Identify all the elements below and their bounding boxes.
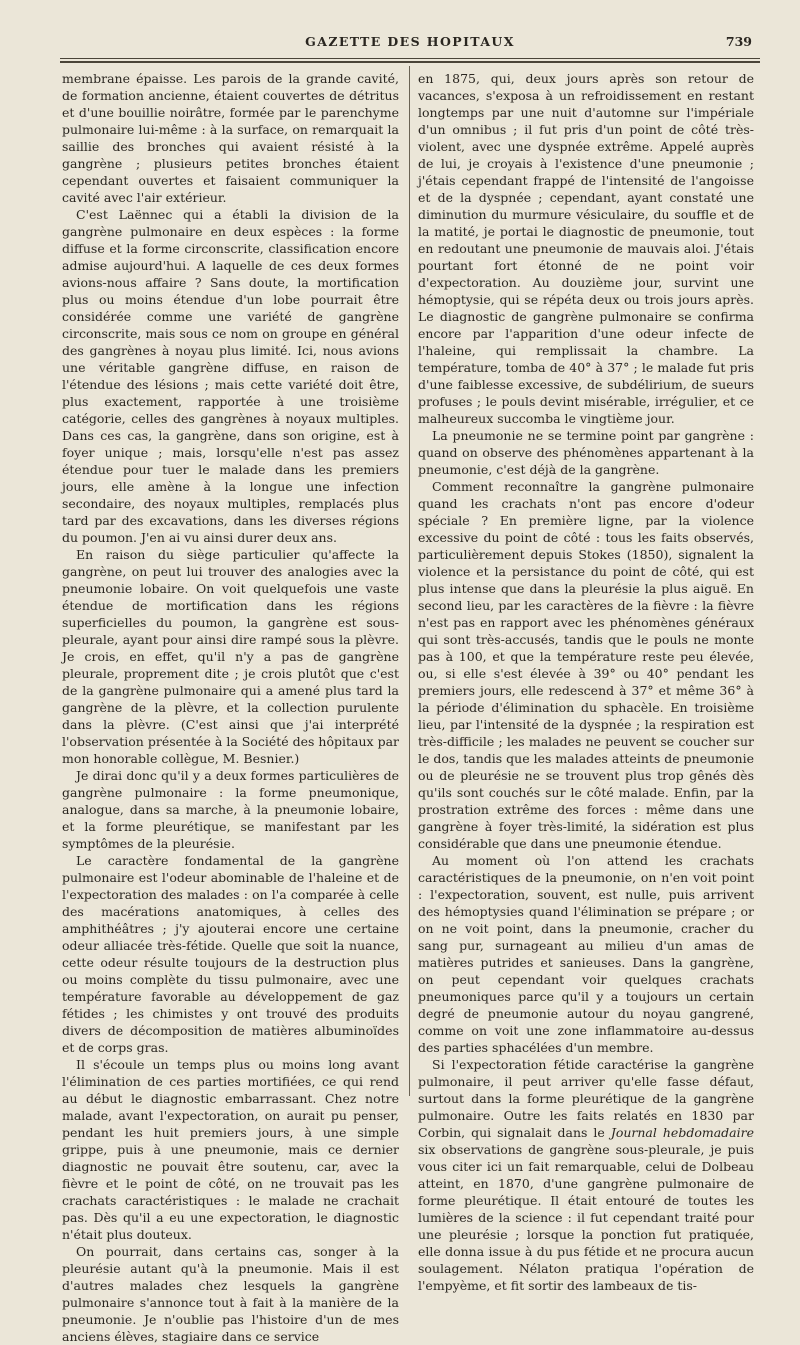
header-rule-thick (60, 61, 760, 63)
paragraph: La pneumonie ne se termine point par gangrène : quand on observe des phénomènes appartenant à la pneumonie, c'est déjà de la gangrène. (418, 428, 754, 477)
paragraph: En raison du siège particulier qu'affecte la gangrène, on peut lui trouver des analogies avec la pneumonie lobaire. On voit quelquefois une vaste étendue de mortification dans les régions superficielles du poumon, la gangrène est sous-pleurale, ayant pour ainsi dire rampé sous la plèvre. Je crois, en effet, qu'il n'y a pas de gangrène pleurale, proprement dite ; je crois plutôt que c'est de la gangrène pulmonaire qui a amené plus tard la gangrène de la plèvre, et la collection purulente dans la plèvre. (C'est ainsi que j'ai interprété l'observation présentée à la Société des hôpitaux par mon honorable collègue, M. Besnier.) (62, 547, 399, 766)
paragraph-with-citation (418, 1056, 754, 1294)
right-column (418, 70, 754, 1293)
paragraph: C'est Laënnec qui a établi la division de la gangrène pulmonaire en deux espèces : la forme diffuse et la forme circonscrite, classification encore admise aujourd'hui. A laquelle de ces deux formes avions-nous affaire ? Sans doute, la mortification plus ou moins étendue d'un lobe pourrait être considérée comme une variété de gangrène circonscrite, mais sous ce nom on groupe en général des gangrènes à noyau plus limité. Ici, nous avions une véritable gangrène diffuse, en raison de l'étendue des lésions ; mais cette variété doit être, plus exactement, rapportée à une troisième catégorie, celles des gangrènes à noyaux multiples. Dans ces cas, la gangrène, dans son origine, est à foyer unique ; mais, lorsqu'elle n'est pas assez étendue pour tuer le malade dans les premiers jours, elle amène à la longue une infection secondaire, des noyaux multiples, remplacés plus tard par des excavations, dans les diverses régions du poumon. J'en ai vu ainsi durer deux ans. (62, 207, 399, 545)
journal-citation: Journal hebdomadaire (610, 1125, 754, 1140)
header-rule (60, 58, 760, 59)
paragraph-text: six observations de gangrène sous-pleurale, je puis vous citer ici un fait remarquable, celui de Dolbeau atteint, en 1870, d'une gangrène pulmonaire de forme pleurétique. Il était entouré de toutes les lumières de la science : il fut cependant traité pour une pleurésie ; lorsque la ponction fut pratiquée, elle donna issue à du pus fétide et ne procura aucun soulagement. Nélaton pratiqua l'opération de l'empyème, et fit sortir des lambeaux de tis- (418, 1142, 754, 1293)
paragraph: Comment reconnaître la gangrène pulmonaire quand les crachats n'ont pas encore d'odeur spéciale ? En première ligne, par la violence excessive du point de côté : tous les faits observés, particulièrement depuis Stokes (1850), signalent la violence et la persistance du point de côté, qui est plus intense que dans la pleurésie la plus aiguë. En second lieu, par les caractères de la fièvre : la fièvre n'est pas en rapport avec les phénomènes généraux qui sont très-accusés, tandis que le pouls ne monte pas à 100, et que la température reste peu élevée, ou, si elle s'est élevée à 39° ou 40° pendant les premiers jours, elle redescend à 37° et même 36° à la période d'élimination du sphacèle. En troisième lieu, par l'intensité de la dyspnée ; la respiration est très-difficile ; les malades ne peuvent se coucher sur le dos, tandis que les malades atteints de pneumonie ou de pleurésie ne se trouvent plus trop gênés dès qu'ils sont couchés sur le côté malade. Enfin, par la prostration extrême des forces : même dans une gangrène à foyer très-limité, la sidération est plus considérable que dans une pneumonie étendue. (418, 479, 754, 851)
paragraph: Il s'écoule un temps plus ou moins long avant l'élimination de ces parties mortifiées, ce qui rend au début le diagnostic embarrassant. Chez notre malade, avant l'expectoration, on aurait pu penser, pendant les huit premiers jours, à une simple grippe, puis à une pneumonie, mais ce dernier diagnostic ne pouvait être soutenu, car, avec la fièvre et le point de côté, on ne trouvait pas les crachats caractéristiques : le malade ne crachait pas. Dès qu'il a eu une expectoration, le diagnostic n'était plus douteux. (62, 1057, 399, 1242)
paragraph: Le caractère fondamental de la gangrène pulmonaire est l'odeur abominable de l'haleine et de l'expectoration des malades : on l'a comparée à celle des macérations anatomiques, à celles des amphithéâtres ; j'y ajouterai encore une certaine odeur alliacée très-fétide. Quelle que soit la nuance, cette odeur résulte toujours de la destruction plus ou moins complète du tissu pulmonaire, avec une température favorable au développement de gaz fétides ; les chimistes y ont trouvé des produits divers de décomposition de matières albuminoïdes et de corps gras. (62, 853, 399, 1055)
page-number: 739 (725, 34, 752, 49)
paragraph: membrane épaisse. Les parois de la grande cavité, de formation ancienne, étaient couvertes de détritus et d'une bouillie noirâtre, formée par le parenchyme pulmonaire lui-même : à la surface, on remarquait la saillie des bronches qui avaient résisté à la gangrène ; plusieurs petites bronches étaient cependant ouvertes et faisaient communiquer la cavité avec l'air extérieur. (62, 71, 399, 205)
column-divider (409, 66, 410, 1096)
paragraph: On pourrait, dans certains cas, songer à la pleurésie autant qu'à la pneumonie. Mais il est d'autres malades chez lesquels la gangrène pulmonaire s'annonce tout à fait à la manière de la pneumonie. Je n'oublie pas l'histoire d'un de mes anciens élèves, stagiaire dans ce service (62, 1244, 399, 1344)
paragraph: en 1875, qui, deux jours après son retour de vacances, s'exposa à un refroidissement en restant longtemps par une nuit d'automne sur l'impériale d'un omnibus ; il fut pris d'un point de côté très-violent, avec une dyspnée extrême. Appelé auprès de lui, je croyais à l'existence d'une pneumonie ; j'étais cependant frappé de l'intensité de l'angoisse et de la dyspnée ; cependant, ayant constaté une diminution du murmure vésiculaire, du souffle et de la matité, je portai le diagnostic de pneumonie, tout en redoutant une pneumonie de mauvais aloi. J'étais pourtant fort étonné de ne point voir d'expectoration. Au douzième jour, survint une hémoptysie, qui se répéta deux ou trois jours après. Le diagnostic de gangrène pulmonaire se confirma encore par l'apparition d'une odeur infecte de l'haleine, qui remplissait la chambre. La température, tomba de 40° à 37° ; le malade fut pris d'une faiblesse excessive, de subdélirium, de sueurs profuses ; le pouls devint misérable, irrégulier, et ce malheureux succomba le vingtième jour. (418, 71, 754, 426)
journal-title: GAZETTE DES HOPITAUX (305, 34, 515, 49)
paragraph-text: Si l'expectoration fétide caractérise la gangrène pulmonaire, il peut arriver qu'elle fasse défaut, surtout dans la forme pleurétique de la gangrène pulmonaire. Outre les faits relatés en 1830 par Corbin, qui signalait dans le (418, 1057, 754, 1140)
paragraph: Au moment où l'on attend les crachats caractéristiques de la pneumonie, on n'en voit point : l'expectoration, souvent, est nulle, puis arrivent des hémoptysies quand l'élimination se prépare ; or on ne voit point, dans la pneumonie, cracher du sang pur, surnageant au milieu d'un amas de matières putrides et sanieuses. Dans la gangrène, on peut cependant voir quelques crachats pneumoniques parce qu'il y a toujours un certain degré de pneumonie autour du noyau gangrené, comme on voit une zone inflammatoire au-dessus des parties sphacélées d'un membre. (418, 853, 754, 1055)
page-header (60, 34, 760, 52)
left-column (62, 70, 399, 1344)
paragraph: Je dirai donc qu'il y a deux formes particulières de gangrène pulmonaire : la forme pneumonique, analogue, dans sa marche, à la pneumonie lobaire, et la forme pleurétique, se manifestant par les symptômes de la pleurésie. (62, 768, 399, 851)
